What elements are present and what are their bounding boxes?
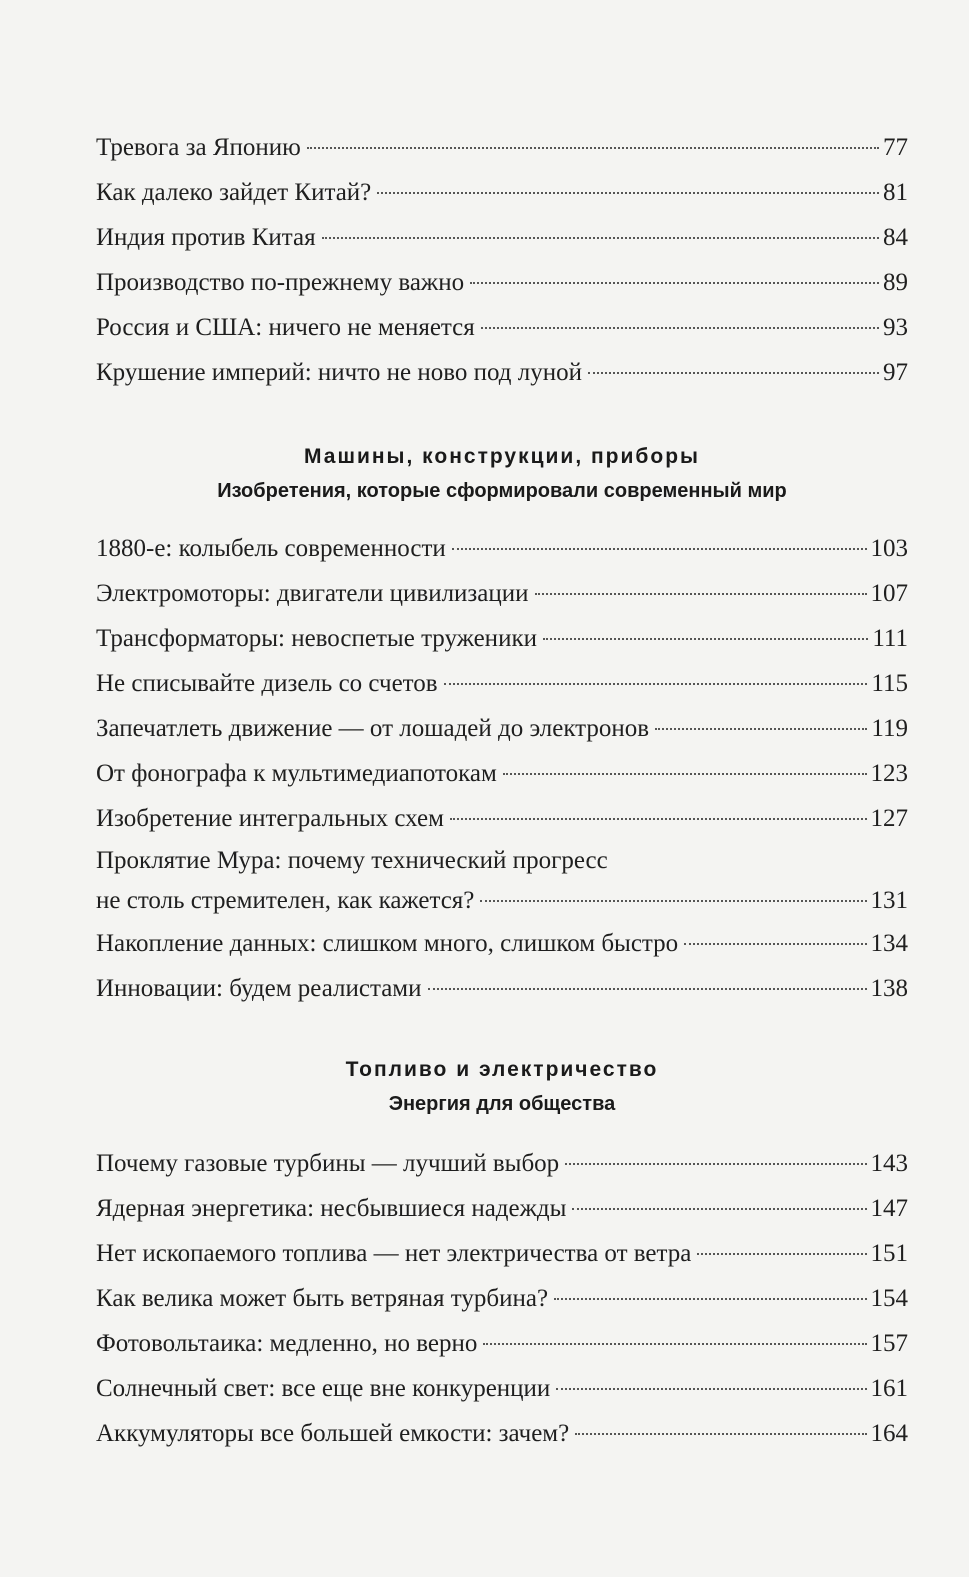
toc-entry bbox=[96, 571, 908, 616]
toc-entry-page: 161 bbox=[870, 1375, 908, 1402]
dot-leader bbox=[697, 1253, 866, 1255]
toc-entry bbox=[96, 305, 908, 350]
toc-entry-page: 127 bbox=[870, 805, 908, 832]
dot-leader bbox=[572, 1208, 866, 1210]
section-heading-energy bbox=[96, 1053, 908, 1121]
toc-entry-page: 147 bbox=[870, 1195, 908, 1222]
dot-leader bbox=[588, 372, 879, 374]
toc-entry bbox=[96, 1141, 908, 1186]
toc-section-top bbox=[96, 125, 908, 395]
toc-entry-title: Трансформаторы: невоспетые труженики bbox=[96, 625, 537, 652]
toc-entry-page: 123 bbox=[870, 760, 908, 787]
dot-leader bbox=[554, 1298, 866, 1300]
section-title: Машины, конструкции, приборы bbox=[304, 445, 700, 468]
toc-entry-page: 154 bbox=[870, 1285, 908, 1312]
dot-leader bbox=[684, 943, 866, 945]
toc-entry bbox=[96, 1276, 908, 1321]
toc-entry bbox=[96, 350, 908, 395]
toc-entry-title: Солнечный свет: все еще вне конкуренции bbox=[96, 1375, 551, 1402]
toc-entry-page: 93 bbox=[883, 314, 908, 341]
toc-entry-title: Инновации: будем реалистами bbox=[96, 975, 422, 1002]
section-subtitle: Изобретения, которые сформировали современный мир bbox=[217, 480, 787, 502]
dot-leader bbox=[307, 147, 879, 149]
toc-entry-page: 107 bbox=[870, 580, 908, 607]
toc-entry-title: Изобретение интегральных схем bbox=[96, 805, 444, 832]
toc-entry bbox=[96, 796, 908, 841]
toc-entry bbox=[96, 751, 908, 796]
toc-entry bbox=[96, 526, 908, 571]
dot-leader bbox=[470, 282, 879, 284]
toc-entry bbox=[96, 616, 908, 661]
dot-leader bbox=[503, 773, 867, 775]
toc-entry bbox=[96, 921, 908, 966]
dot-leader bbox=[535, 593, 867, 595]
toc-entry-title: Накопление данных: слишком много, слишком быстро bbox=[96, 930, 679, 957]
toc-entry-title: Крушение империй: ничто не ново под луной bbox=[96, 359, 582, 386]
toc-entry-two-line bbox=[96, 841, 908, 921]
toc-entry-page: 119 bbox=[871, 715, 908, 742]
toc-entry bbox=[96, 1231, 908, 1276]
toc-entry bbox=[96, 966, 908, 1011]
toc-entry-title: Индия против Китая bbox=[96, 224, 316, 251]
toc-entry-title: 1880-е: колыбель современности bbox=[96, 535, 446, 562]
toc-entry-title: Как далеко зайдет Китай? bbox=[96, 179, 372, 206]
dot-leader bbox=[322, 237, 879, 239]
dot-leader bbox=[655, 728, 867, 730]
toc-entry-page: 103 bbox=[870, 535, 908, 562]
toc-entry bbox=[96, 260, 908, 305]
toc-entry-title: Почему газовые турбины — лучший выбор bbox=[96, 1150, 560, 1177]
toc-entry bbox=[96, 1411, 908, 1456]
toc-entry-page: 97 bbox=[883, 359, 908, 386]
dot-leader bbox=[452, 548, 867, 550]
toc-entry-title: Запечатлеть движение — от лошадей до электронов bbox=[96, 715, 650, 742]
toc-entry bbox=[96, 706, 908, 751]
toc-entry-page: 84 bbox=[883, 224, 908, 251]
dot-leader bbox=[377, 192, 879, 194]
toc-entry bbox=[96, 661, 908, 706]
toc-section-energy bbox=[96, 1141, 908, 1456]
toc-entry-title: Ядерная энергетика: несбывшиеся надежды bbox=[96, 1195, 567, 1222]
toc-entry-page: 77 bbox=[883, 134, 908, 161]
toc-entry-line2 bbox=[96, 881, 908, 921]
dot-leader bbox=[575, 1433, 866, 1435]
toc-entry-title-line1: Проклятие Мура: почему технический прогресс bbox=[96, 847, 608, 874]
dot-leader bbox=[481, 327, 879, 329]
toc-entry bbox=[96, 1186, 908, 1231]
section-title: Топливо и электричество bbox=[345, 1058, 659, 1081]
section-heading-machines bbox=[96, 440, 908, 508]
toc-entry bbox=[96, 215, 908, 260]
dot-leader bbox=[483, 1343, 866, 1345]
dot-leader bbox=[428, 988, 867, 990]
toc-entry-page: 138 bbox=[870, 975, 908, 1002]
toc-entry-title: Производство по-прежнему важно bbox=[96, 269, 465, 296]
toc-entry-page: 131 bbox=[870, 887, 908, 914]
toc-entry-title: Как велика может быть ветряная турбина? bbox=[96, 1285, 549, 1312]
toc-entry-title: Россия и США: ничего не меняется bbox=[96, 314, 475, 341]
dot-leader bbox=[480, 900, 866, 902]
toc-entry bbox=[96, 170, 908, 215]
dot-leader bbox=[444, 683, 868, 685]
toc-entry-title: Электромоторы: двигатели цивилизации bbox=[96, 580, 529, 607]
toc-entry-page: 151 bbox=[870, 1240, 908, 1267]
toc-entry-page: 81 bbox=[883, 179, 908, 206]
dot-leader bbox=[556, 1388, 866, 1390]
toc-entry-title: Фотовольтаика: медленно, но верно bbox=[96, 1330, 478, 1357]
toc-entry-page: 164 bbox=[870, 1420, 908, 1447]
toc-entry-title: Не списывайте дизель со счетов bbox=[96, 670, 438, 697]
toc-entry-title: От фонографа к мультимедиапотокам bbox=[96, 760, 497, 787]
toc-entry bbox=[96, 1366, 908, 1411]
dot-leader bbox=[450, 818, 867, 820]
toc-entry-page: 134 bbox=[870, 930, 908, 957]
toc-entry-page: 157 bbox=[870, 1330, 908, 1357]
toc-entry-title: Нет ископаемого топлива — нет электричества от ветра bbox=[96, 1240, 692, 1267]
dot-leader bbox=[543, 638, 868, 640]
toc-entry-page: 143 bbox=[870, 1150, 908, 1177]
toc-entry-title-line2: не столь стремителен, как кажется? bbox=[96, 887, 475, 914]
toc-entry-page: 111 bbox=[872, 625, 908, 652]
dot-leader bbox=[565, 1163, 866, 1165]
toc-entry-page: 115 bbox=[871, 670, 908, 697]
section-subtitle: Энергия для общества bbox=[388, 1093, 616, 1115]
toc-section-machines bbox=[96, 526, 908, 1011]
toc-entry-title: Тревога за Японию bbox=[96, 134, 301, 161]
toc-entry-title: Аккумуляторы все большей емкости: зачем? bbox=[96, 1420, 570, 1447]
toc-entry bbox=[96, 125, 908, 170]
toc-entry bbox=[96, 1321, 908, 1366]
toc-entry-page: 89 bbox=[883, 269, 908, 296]
